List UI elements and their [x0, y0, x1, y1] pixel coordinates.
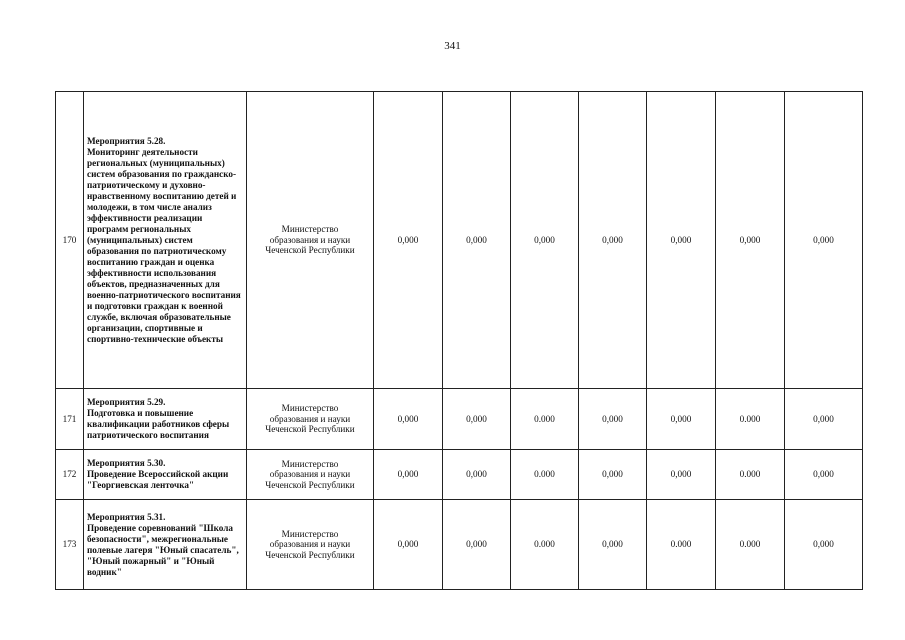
org-line: Министерство — [281, 528, 339, 539]
value-cell: 0,000 — [443, 389, 511, 450]
activity-text: Проведение Всероссийской акции "Георгиевская ленточка" — [87, 469, 229, 490]
table-row — [56, 92, 863, 389]
activity-title: Мероприятия 5.29. — [87, 397, 166, 407]
budget-table — [55, 91, 863, 590]
value-cell: 0.000 — [511, 450, 579, 500]
table-row — [56, 389, 863, 450]
value-cell: 0,000 — [579, 500, 647, 590]
activity-text: Проведение соревнований "Школа безопасности", межрегиональные полевые лагеря "Юный спасатель", "Юный пожарный" и "Юный водник" — [87, 522, 239, 577]
value-cell: 0,000 — [374, 389, 443, 450]
value-cell: 0,000 — [785, 389, 863, 450]
value-cell: 0,000 — [785, 500, 863, 590]
activity-title: Мероприятия 5.31. — [87, 511, 166, 522]
value-cell: 0,000 — [579, 450, 647, 500]
value-cell: 0,000 — [785, 92, 863, 389]
org-line: Министерство — [281, 224, 339, 235]
activity-description — [84, 500, 247, 590]
activity-description — [84, 389, 247, 450]
value-cell: 0,000 — [647, 92, 716, 389]
org-line: Министерство — [281, 403, 339, 414]
activity-description — [84, 450, 247, 500]
table-row — [56, 500, 863, 590]
row-number: 171 — [56, 389, 84, 450]
row-number: 173 — [56, 500, 84, 590]
org-line: образования и науки — [269, 413, 351, 424]
value-cell: 0,000 — [443, 500, 511, 590]
activity-text: Мониторинг деятельности региональных (муниципальных) систем образования по гражданско-патриотическому и духовно-нравственному воспитанию детей и молодежи, в том числе анализ эффективности реализации программ региональных (муниципальных) систем образования по патриотическому воспитанию граждан и оценка эффективности использования объектов, предназначенных для военно-патриотического воспитания и подготовки граждан к военной службе, включая образовательные организации, спортивные и спортивно-технические объекты — [87, 146, 241, 344]
org-line: Чеченской Республики — [265, 424, 355, 435]
value-cell: 0.000 — [716, 389, 785, 450]
org-line: образования и науки — [269, 469, 351, 480]
value-cell: 0.000 — [511, 389, 579, 450]
responsible-organization — [247, 92, 374, 389]
value-cell: 0,000 — [716, 92, 785, 389]
value-cell: 0,000 — [785, 450, 863, 500]
value-cell: 0,000 — [647, 450, 716, 500]
value-cell: 0,000 — [511, 92, 579, 389]
activity-title: Мероприятия 5.28. — [87, 135, 166, 146]
value-cell: 0,000 — [374, 92, 443, 389]
value-cell: 0.000 — [716, 450, 785, 500]
org-line: Чеченской Республики — [265, 479, 355, 490]
value-cell: 0,000 — [443, 450, 511, 500]
org-line: образования и науки — [269, 539, 351, 550]
value-cell: 0.000 — [511, 500, 579, 590]
page-number: 341 — [444, 40, 461, 52]
activity-text: Подготовка и повышение квалификации работников сферы патриотического воспитания — [87, 408, 230, 440]
org-line: Чеченской Республики — [265, 549, 355, 560]
responsible-organization — [247, 450, 374, 500]
value-cell: 0.000 — [647, 500, 716, 590]
value-cell: 0,000 — [443, 92, 511, 389]
responsible-organization — [247, 389, 374, 450]
org-line: образования и науки — [269, 234, 351, 245]
activity-description — [84, 92, 247, 389]
activity-title: Мероприятия 5.30. — [87, 458, 166, 468]
value-cell: 0,000 — [374, 450, 443, 500]
value-cell: 0,000 — [579, 389, 647, 450]
value-cell: 0,000 — [647, 389, 716, 450]
row-number: 170 — [56, 92, 84, 389]
org-line: Министерство — [281, 458, 339, 469]
value-cell: 0,000 — [579, 92, 647, 389]
responsible-organization — [247, 500, 374, 590]
table-row — [56, 450, 863, 500]
row-number: 172 — [56, 450, 84, 500]
value-cell: 0.000 — [716, 500, 785, 590]
org-line: Чеченской Республики — [265, 245, 355, 256]
value-cell: 0,000 — [374, 500, 443, 590]
